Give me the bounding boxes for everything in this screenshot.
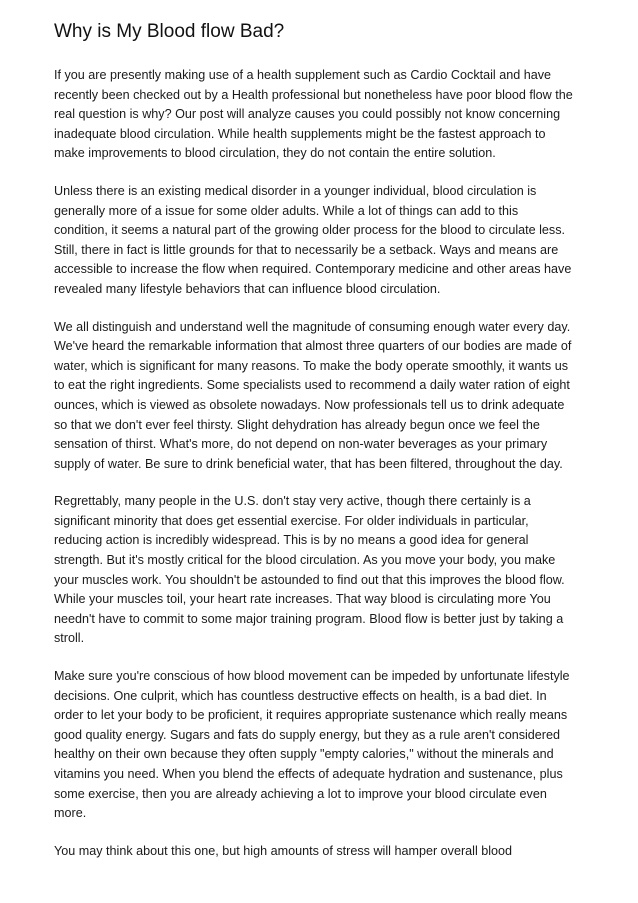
- paragraph-line: ounces, which is viewed as obsolete nowadays. Now professionals tell us to drink adequate: [54, 397, 565, 412]
- paragraph-line: more.: [54, 806, 87, 821]
- paragraph-line: supply of water. Be sure to drink beneficial water, that has been filtered, throughout the day.: [54, 456, 563, 471]
- paragraph-line: stroll.: [54, 631, 85, 646]
- paragraph-line: good quality energy. Sugars and fats do supply energy, but they as a rule aren't considered: [54, 727, 561, 742]
- paragraph-line: inadequate blood circulation. While health supplements might be the fastest approach to: [54, 126, 546, 141]
- paragraph-line: Still, there in fact is little grounds for that to necessarily be a setback. Ways and means are: [54, 242, 559, 257]
- paragraph-line: make improvements to blood circulation, they do not contain the entire solution.: [54, 146, 496, 161]
- paragraph-line: You may think about this one, but high amounts of stress will hamper overall blood: [54, 843, 513, 858]
- paragraph-line: We all distinguish and understand well the magnitude of consuming enough water every day.: [54, 319, 571, 334]
- paragraph-line: revealed many lifestyle behaviors that can influence blood circulation.: [54, 281, 441, 296]
- paragraph-line: generally more of a issue for some older adults. While a lot of things can add to this: [54, 203, 519, 218]
- paragraph-line: Unless there is an existing medical disorder in a younger individual, blood circulation is: [54, 183, 537, 198]
- paragraph-line: so that we don't ever feel thirsty. Slight dehydration has already begun once we feel the: [54, 417, 540, 432]
- body-paragraph: [54, 182, 594, 300]
- body-paragraph: [54, 842, 594, 862]
- paragraph-line: vitamins you need. When you blend the effects of adequate hydration and sustenance, plus: [54, 767, 563, 781]
- paragraph-line: water, which is significant for many reasons. To make the body operate smoothly, it wants us: [54, 358, 569, 373]
- document-body: [54, 66, 594, 861]
- body-paragraph: [54, 318, 594, 475]
- paragraph-line: recently been checked out by a Health professional but nonetheless have poor blood flow the: [54, 87, 573, 102]
- paragraph-line: While your muscles toil, your heart rate increases. That way blood is circulating more You: [54, 592, 551, 607]
- paragraph-line: If you are presently making use of a health supplement such as Cardio Cocktail and have: [54, 68, 552, 82]
- body-paragraph: [54, 66, 594, 164]
- paragraph-line: Make sure you're conscious of how blood movement can be impeded by unfortunate lifestyle: [54, 669, 570, 684]
- body-paragraph: [54, 492, 594, 649]
- paragraph-line: your muscles work. You shouldn't be astounded to find out that this improves the blood flow.: [54, 572, 565, 587]
- body-paragraph: [54, 667, 594, 824]
- paragraph-line: order to let your body to be proficient, it requires appropriate sustenance which really means: [54, 708, 568, 723]
- document-title: Why is My Blood flow Bad?: [54, 21, 285, 42]
- document-page: [54, 20, 594, 879]
- paragraph-line: reducing action is incredibly widespread. This is by no means a good idea for general: [54, 533, 529, 548]
- paragraph-line: condition, it seems a natural part of the growing older process for the blood to circulate less.: [54, 223, 566, 238]
- paragraph-line: We've heard the remarkable information that almost three quarters of our bodies are made of: [54, 339, 572, 354]
- paragraph-line: needn't have to commit to some major training program. Blood flow is better just by taking a: [54, 611, 564, 626]
- paragraph-line: Regrettably, many people in the U.S. don't stay very active, though there certainly is a: [54, 494, 531, 509]
- paragraph-line: decisions. One culprit, which has countless destructive effects on health, is a bad diet. In: [54, 688, 547, 703]
- paragraph-line: significant minority that does get essential exercise. For older individuals in particular,: [54, 513, 529, 528]
- paragraph-line: real question is why? Our post will analyze causes you could possibly not know concerning: [54, 107, 561, 122]
- paragraph-line: some exercise, then you are already achieving a lot to improve your blood circulate even: [54, 786, 547, 801]
- paragraph-line: sensation of thirst. What's more, do not depend on non-water beverages as your primary: [54, 437, 548, 452]
- paragraph-line: healthy on their own because they often supply "empty calories," without the minerals and: [54, 747, 554, 762]
- paragraph-line: strength. But it's mostly critical for the blood circulation. As you move your body, you make: [54, 553, 556, 568]
- paragraph-line: accessible to increase the flow when required. Contemporary medicine and other areas have: [54, 262, 572, 277]
- paragraph-line: to eat the right ingredients. Some specialists used to recommend a daily water ration of eight: [54, 378, 570, 393]
